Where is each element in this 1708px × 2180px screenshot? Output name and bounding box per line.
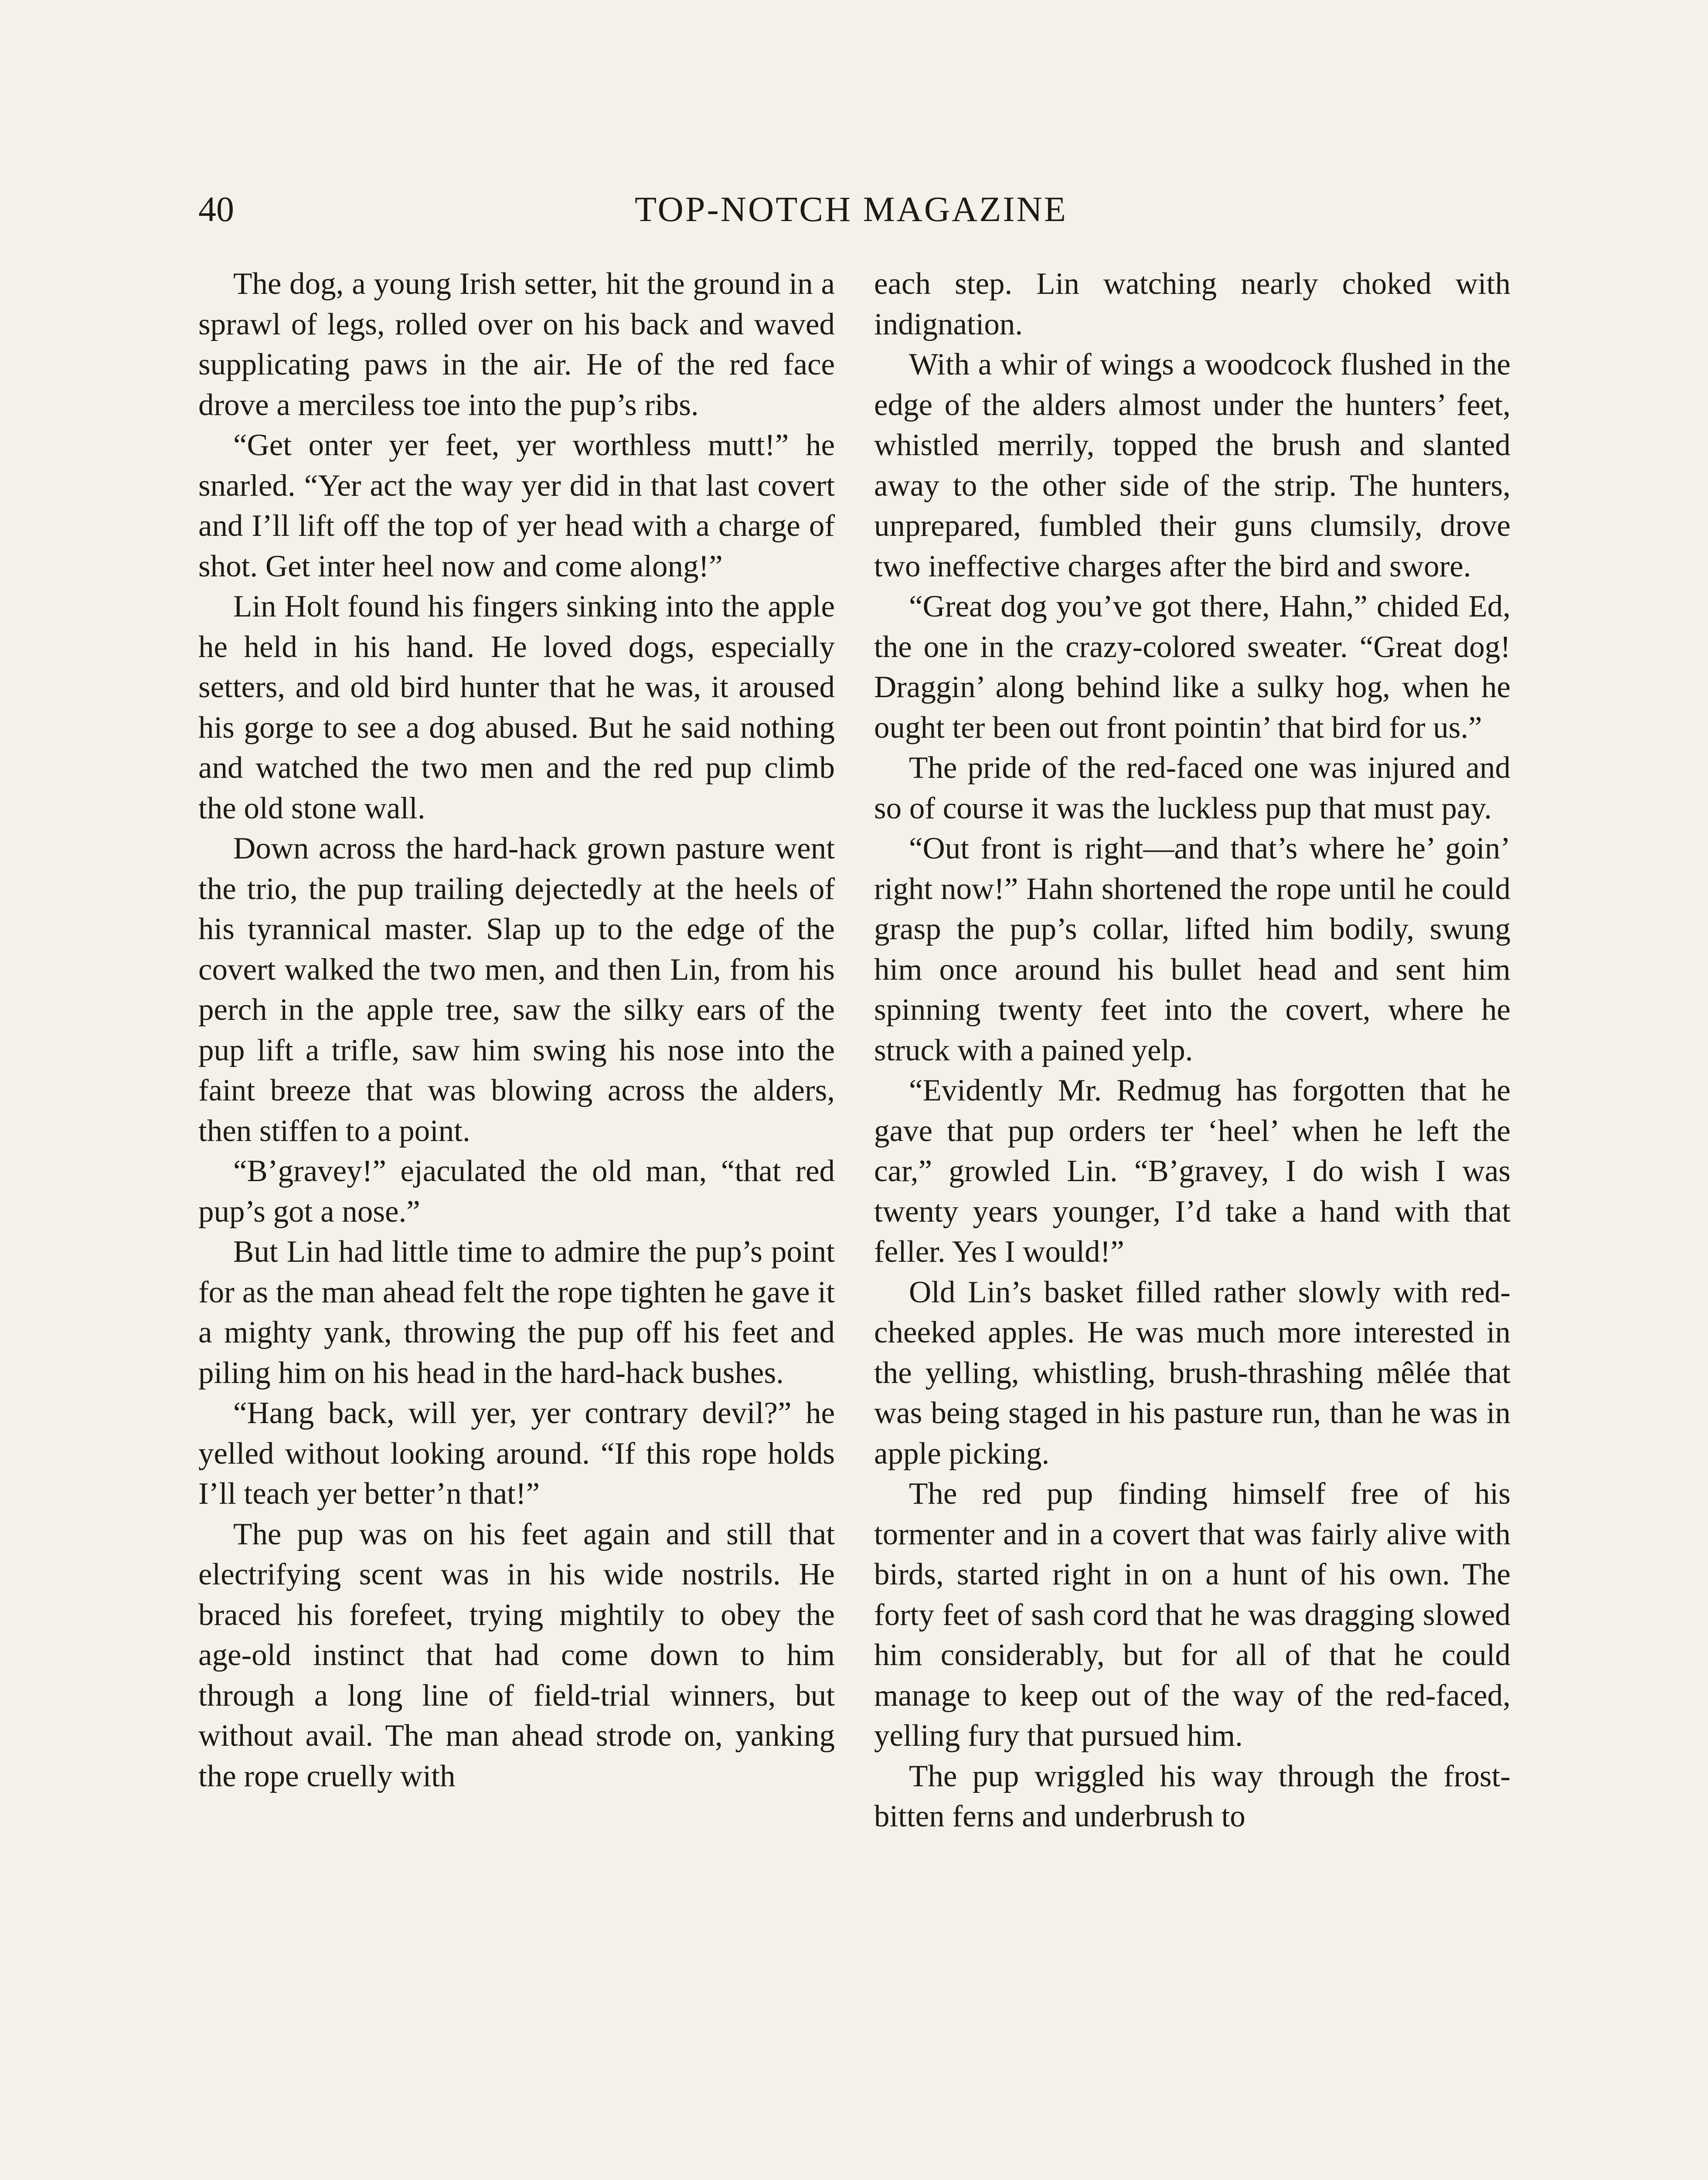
- page-number: 40: [198, 189, 234, 229]
- paragraph: With a whir of wings a woodcock flushed in the edge of the alders almost under the hunters’ feet, whistled merrily, topped the brush and slanted away to the other side of the strip. The hunters, unprepared, fumbled their guns clumsily, drove two ineffective charges after the bird and swore.: [874, 347, 1511, 583]
- paragraph: “Hang back, will yer, yer contrary devil?” he yelled without looking around. “If this rope holds I’ll teach yer better’n that!”: [198, 1396, 835, 1511]
- paragraph: “B’gravey!” ejaculated the old man, “that red pup’s got a nose.”: [198, 1154, 835, 1229]
- paragraph: The pup was on his feet again and still that electrifying scent was in his wide nostrils. He braced his forefeet, trying mightily to obey the age-old instinct that had come down to him through a long line of field-trial winners, but without avail. The man ahead strode on, yanking the rope cruelly with: [198, 1517, 835, 1793]
- paragraph: But Lin had little time to admire the pup’s point for as the man ahead felt the rope tighten he gave it a mighty yank, throwing the pup off his feet and piling him on his head in the hard-hack bushes.: [198, 1235, 835, 1390]
- paragraph: “Evidently Mr. Redmug has forgotten that he gave that pup orders ter ‘heel’ when he left the car,” growled Lin. “B’gravey, I do wish I was twenty years younger, I’d take a hand with that feller. Yes I would!”: [874, 1073, 1511, 1269]
- paragraph: Down across the hard-hack grown pasture went the trio, the pup trailing dejectedly at the heels of his tyrannical master. Slap up to the edge of the covert walked the two men, and then Lin, from his perch in the apple tree, saw the silky ears of the pup lift a trifle, saw him swing his nose into the faint breeze that was blowing across the alders, then stiffen to a point.: [198, 831, 835, 1148]
- magazine-title: TOP-NOTCH MAGAZINE: [635, 189, 1068, 229]
- paragraph: The red pup finding himself free of his tormenter and in a covert that was fairly alive with birds, started right in on a hunt of his own. The forty feet of sash cord that he was dragging slowed him considerably, but for all of that he could manage to keep out of the way of the red-faced, yelling fury that pursued him.: [874, 1477, 1511, 1753]
- paragraph: Old Lin’s basket filled rather slowly with red-cheeked apples. He was much more interested in the yelling, whistling, brush-thrashing mêlée that was being staged in his pasture run, than he was in apple picking.: [874, 1275, 1511, 1471]
- paragraph: “Great dog you’ve got there, Hahn,” chided Ed, the one in the crazy-colored sweater. “Great dog! Draggin’ along behind like a sulky hog, when he ought ter been out front pointin’ that bird for us.”: [874, 589, 1511, 745]
- left-column: [198, 264, 835, 1796]
- paragraph: The dog, a young Irish setter, hit the ground in a sprawl of legs, rolled over on his back and waved supplicating paws in the air. He of the red face drove a merciless toe into the pup’s ribs.: [198, 267, 835, 422]
- paragraph-continuation: each step. Lin watching nearly choked with indignation.: [874, 267, 1511, 341]
- paragraph: “Get onter yer feet, yer worthless mutt!” he snarled. “Yer act the way yer did in that last covert and I’ll lift off the top of yer head with a charge of shot. Get inter heel now and come along!”: [198, 428, 835, 583]
- paragraph: The pup wriggled his way through the frost-bitten ferns and underbrush to: [874, 1759, 1511, 1833]
- paragraph: Lin Holt found his fingers sinking into the apple he held in his hand. He loved dogs, especially setters, and old bird hunter that he was, it aroused his gorge to see a dog abused. But he said nothing and watched the two men and the red pup climb the old stone wall.: [198, 589, 835, 825]
- right-column: [874, 264, 1511, 1837]
- page-header: [198, 185, 1504, 233]
- paragraph: The pride of the red-faced one was injured and so of course it was the luckless pup that must pay.: [874, 751, 1511, 825]
- paragraph: “Out front is right—and that’s where he’ goin’ right now!” Hahn shortened the rope until he could grasp the pup’s collar, lifted him bodily, swung him once around his bullet head and sent him spinning twenty feet into the covert, where he struck with a pained yelp.: [874, 831, 1511, 1067]
